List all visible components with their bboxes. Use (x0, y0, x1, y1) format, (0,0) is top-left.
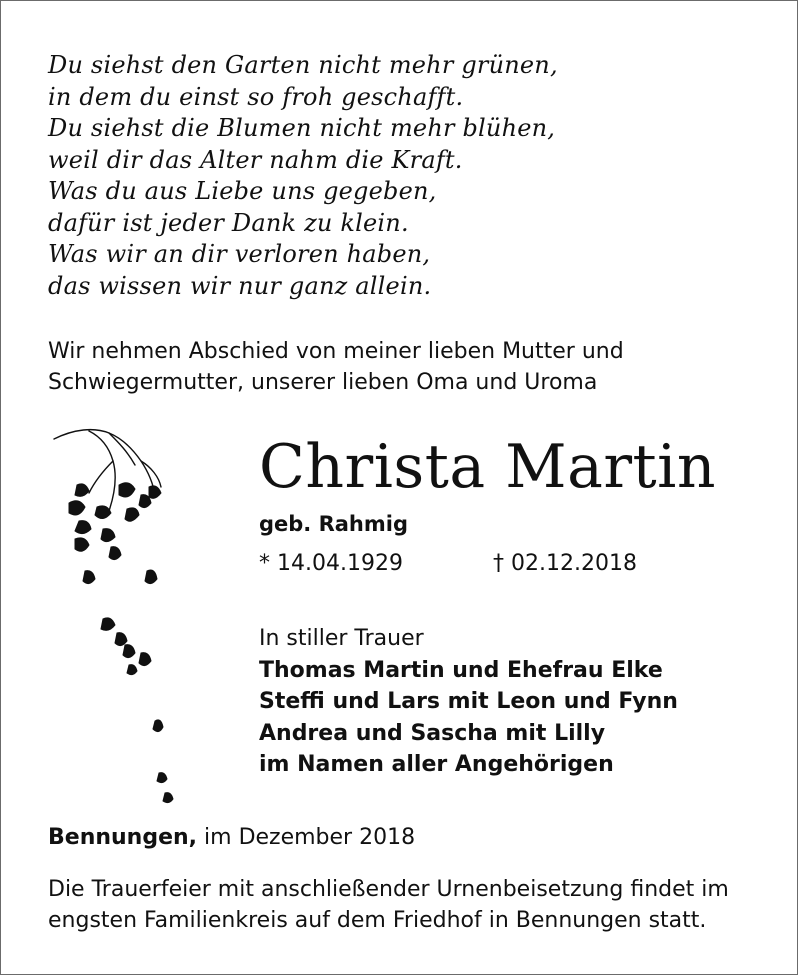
birch-branch-icon (49, 421, 209, 811)
place-and-date (48, 825, 415, 850)
poem-line: Was wir an dir verloren haben, (48, 240, 431, 268)
poem-line: dafür ist jeder Dank zu klein. (48, 208, 409, 237)
deceased-name: Christa Martin (259, 432, 716, 502)
mourning-heading: In stiller Trauer (259, 626, 424, 651)
intro-line: Wir nehmen Abschied von meiner lieben Mutter und (48, 339, 624, 364)
poem-line: weil dir das Alter nahm die Kraft. (48, 145, 463, 174)
death-date: † 02.12.2018 (493, 551, 637, 576)
poem-line: das wissen wir nur ganz allein. (48, 271, 432, 300)
birth-date: * 14.04.1929 (259, 551, 403, 576)
place-town: Bennungen, (48, 825, 198, 850)
poem-line: Du siehst den Garten nicht mehr grünen, (48, 51, 558, 79)
farewell-intro (48, 336, 624, 398)
life-dates (259, 551, 659, 581)
mourner-line: im Namen aller Angehörigen (259, 752, 614, 777)
notice-line: Die Trauerfeier mit anschließender Urnenbeisetzung findet im (48, 877, 729, 902)
mourner-line: Andrea und Sascha mit Lilly (259, 720, 606, 746)
poem (48, 50, 558, 302)
notice-line: engsten Familienkreis auf dem Friedhof in Bennungen statt. (48, 908, 707, 933)
place-date: im Dezember 2018 (204, 825, 416, 850)
intro-line: Schwiegermutter, unserer lieben Oma und Uroma (48, 370, 598, 395)
poem-line: Du siehst die Blumen nicht mehr blühen, (48, 114, 556, 142)
maiden-name: geb. Rahmig (259, 512, 408, 536)
funeral-notice (48, 874, 729, 936)
mourners-block (259, 623, 678, 781)
poem-line: in dem du einst so froh geschafft. (48, 82, 464, 111)
poem-line: Was du aus Liebe uns gegeben, (48, 177, 437, 205)
mourner-line: Thomas Martin und Ehefrau Elke (259, 657, 663, 683)
mourner-line: Steffi und Lars mit Leon und Fynn (259, 689, 678, 714)
